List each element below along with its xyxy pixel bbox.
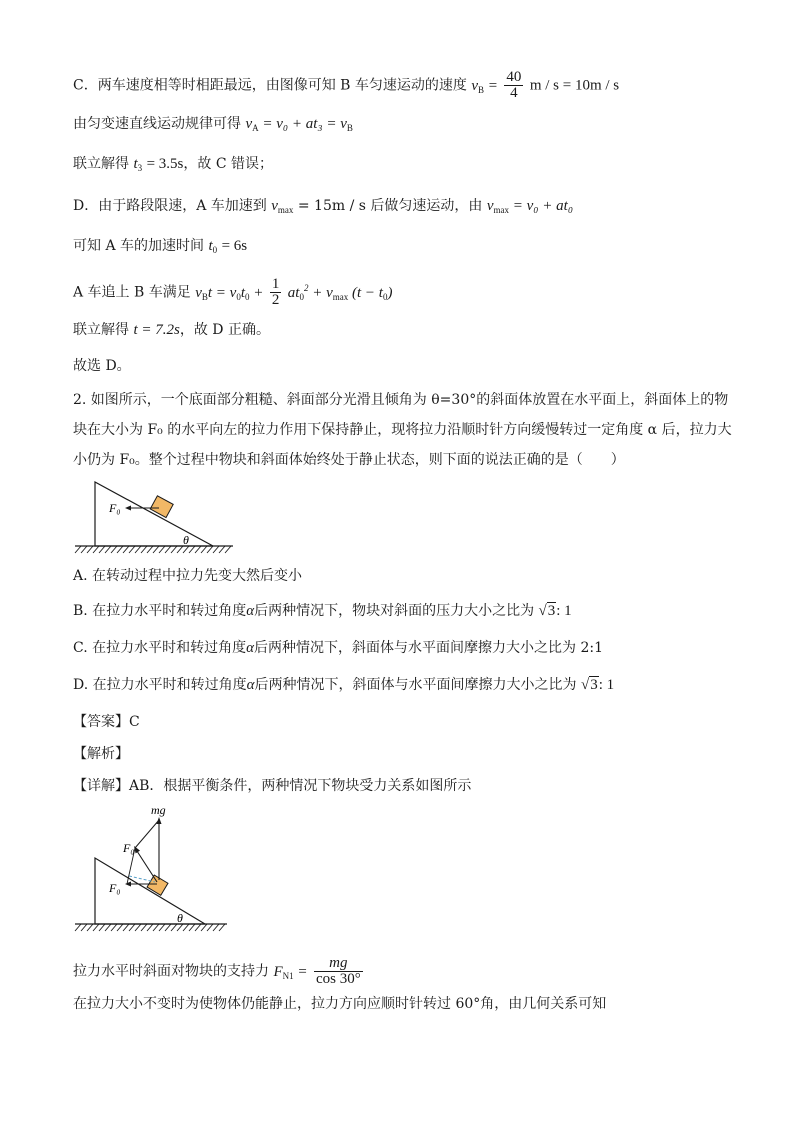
answer-label: 【答案】 <box>73 714 129 730</box>
alpha-symbol: α <box>246 677 255 693</box>
option-b-ratio-tail: : 1 <box>556 603 572 619</box>
upper-force-arrow <box>135 848 157 882</box>
normal-force-denominator: cos 30° <box>315 971 361 987</box>
weight-label: mg <box>151 803 166 817</box>
uniform-law-eq: $v_A = v_0 + at_3 = v_B$ <box>245 116 353 133</box>
hatch-mark <box>207 546 213 553</box>
half-numerator: 1 <box>271 276 280 292</box>
choose-d-line: 故选 D。 <box>73 358 131 374</box>
option-d-pre: D. 在拉力水平时和转过角度 <box>73 677 247 693</box>
accel-time-line <box>73 236 247 260</box>
catch-up-eq-tail: $at_0^2 + v_{max}$ $(t - t_0)$ <box>287 282 393 302</box>
uniform-law-text: 由匀变速直线运动规律可得 <box>73 116 241 132</box>
hatch-mark <box>141 924 147 931</box>
hatch-mark <box>213 546 219 553</box>
ground-hatching <box>75 924 225 931</box>
hatch-mark <box>81 924 87 931</box>
vmax-eq-body: = v₀ + at₀ <box>512 198 574 214</box>
solve-t3-text: 联立解得 <box>73 156 129 172</box>
hatch-mark <box>129 546 135 553</box>
catch-up-line <box>73 277 392 308</box>
normal-force-text: 拉力水平时斜面对物块的支持力 <box>73 963 269 980</box>
hatch-mark <box>87 924 93 931</box>
solution-c-text: C．两车速度相等时相距最远，由图像可知 B 车匀速运动的速度 <box>73 77 467 94</box>
hatch-mark <box>183 924 189 931</box>
hatch-mark <box>105 924 111 931</box>
t3-symbol: $t_3$ <box>133 156 143 173</box>
answer-value: C <box>129 714 140 730</box>
hatch-mark <box>171 546 177 553</box>
lower-force-label: F₀ <box>109 881 121 895</box>
hatch-mark <box>93 924 99 931</box>
force-diagram-figure <box>73 800 233 938</box>
fn1-symbol: $F_{N1}$ = <box>273 963 308 981</box>
incline-figure <box>73 478 238 560</box>
hatch-mark <box>135 546 141 553</box>
solve-t-line <box>73 320 270 340</box>
accel-time-text: 可知 A 车的加速时间 <box>73 238 205 254</box>
hatch-mark <box>189 924 195 931</box>
angle-label: θ <box>177 911 183 925</box>
hatch-mark <box>93 546 99 553</box>
normal-force-numerator: mg <box>314 956 363 972</box>
hatch-mark <box>165 546 171 553</box>
hatch-mark <box>153 546 159 553</box>
solution-d-mid: = 15m / s 后做匀速运动，由 <box>297 198 483 214</box>
vmax-symbol: $v_{max}$ <box>271 198 294 215</box>
option-b <box>73 601 572 621</box>
detail-label: 【详解】 <box>73 778 129 794</box>
answer-line <box>73 712 140 732</box>
hatch-mark <box>219 924 225 931</box>
hatch-mark <box>147 924 153 931</box>
half-fraction <box>270 277 282 308</box>
option-d-ratio-tail: : 1 <box>598 677 615 693</box>
fraction-numerator: 40 <box>506 69 522 85</box>
option-c <box>73 638 603 658</box>
speed-unit: m / s = 10m / s <box>529 77 620 94</box>
hatch-mark <box>117 546 123 553</box>
hatch-mark <box>195 546 201 553</box>
hatch-mark <box>183 546 189 553</box>
vmax-eq: $v_{max} = v_0 + at_0$ <box>486 198 574 215</box>
hatch-mark <box>177 546 183 553</box>
hatch-mark <box>219 546 225 553</box>
hatch-mark <box>171 924 177 931</box>
detail-text: AB．根据平衡条件，两种情况下物块受力关系如图所示 <box>129 778 472 794</box>
force-arrowhead <box>125 506 131 511</box>
option-b-post: 后两种情况下，物块对斜面的压力大小之比为 <box>254 603 535 619</box>
speed-fraction <box>504 70 523 101</box>
hatch-mark <box>111 924 117 931</box>
t-value: t = 7.2s <box>133 322 180 338</box>
solve-t-end: ，故 D 正确。 <box>179 322 270 338</box>
uniform-law-line <box>73 114 353 138</box>
hatch-mark <box>135 924 141 931</box>
t0-symbol: $t_0$ <box>208 238 218 255</box>
hatch-mark <box>147 546 153 553</box>
solution-c-line <box>73 70 619 101</box>
hatch-mark <box>81 546 87 553</box>
option-c-post: 后两种情况下，斜面体与水平面间摩擦力大小之比为 2:1 <box>254 640 603 656</box>
solution-d-line <box>73 196 573 220</box>
t0-value: = 6s <box>221 238 248 254</box>
hatch-mark <box>75 546 81 553</box>
hatch-mark <box>87 546 93 553</box>
vb-symbol: $v_B$ = <box>471 77 498 95</box>
analysis-line <box>73 744 129 764</box>
lower-force-arrowhead <box>125 882 131 887</box>
hatch-mark <box>123 924 129 931</box>
hatch-mark <box>159 546 165 553</box>
option-b-pre: B. 在拉力水平时和转过角度 <box>73 603 247 619</box>
hatch-mark <box>159 924 165 931</box>
normal-force-line <box>73 956 365 987</box>
hatch-mark <box>141 546 147 553</box>
hatch-mark <box>111 546 117 553</box>
catch-up-text: A 车追上 B 车满足 <box>73 284 191 301</box>
t3-value: = 3.5s <box>146 156 184 172</box>
hatch-mark <box>225 546 231 553</box>
hatch-mark <box>123 546 129 553</box>
sqrt3-symbol: √3 <box>580 677 598 693</box>
solve-t3-end: ，故 C 错误； <box>183 156 273 172</box>
angle-label: θ <box>183 533 189 547</box>
analysis-label: 【解析】 <box>73 746 129 762</box>
hatch-mark <box>177 924 183 931</box>
hatch-mark <box>201 546 207 553</box>
question-line-2: 块在大小为 F₀ 的水平向左的拉力作用下保持静止，现将拉力沿顺时针方向缓慢转过一定角度 α 后，拉力大 <box>73 422 732 438</box>
hatch-mark <box>105 546 111 553</box>
hatch-mark <box>75 924 81 931</box>
force-label: F₀ <box>109 501 121 515</box>
catch-up-eq: $v_Bt = v_0t_0$ + <box>195 284 264 302</box>
hatch-mark <box>153 924 159 931</box>
hatch-mark <box>99 924 105 931</box>
solve-t-text: 联立解得 <box>73 322 129 338</box>
upper-force-label: F₀ <box>123 841 135 855</box>
hatch-mark <box>213 924 219 931</box>
hatch-mark <box>189 546 195 553</box>
hatch-mark <box>207 924 213 931</box>
normal-force-fraction <box>314 956 363 987</box>
hatch-mark <box>165 924 171 931</box>
hatch-mark <box>195 924 201 931</box>
sliding-block <box>147 875 168 895</box>
ground-hatching <box>75 546 231 553</box>
final-line: 在拉力大小不变时为使物体仍能静止，拉力方向应顺时针转过 60°角，由几何关系可知 <box>73 996 607 1012</box>
detail-line <box>73 776 471 796</box>
question-line-1: 2. 如图所示，一个底面部分粗糙、斜面部分光滑且倾角为 θ=30°的斜面体放置在水平面上，斜面体上的物 <box>73 392 729 408</box>
solution-d-text: D．由于路段限速，A 车加速到 <box>73 198 267 214</box>
hatch-mark <box>117 924 123 931</box>
hatch-mark <box>129 924 135 931</box>
hatch-mark <box>201 924 207 931</box>
alpha-symbol: α <box>246 603 255 619</box>
solve-t3-line <box>73 154 273 178</box>
uniform-eq-body: = v₀ + at₃ = v <box>262 116 347 132</box>
option-d <box>73 675 614 695</box>
sqrt3-symbol: √3 <box>538 603 556 619</box>
block-rect <box>147 875 168 895</box>
resultant-line <box>135 820 159 848</box>
option-c-pre: C. 在拉力水平时和转过角度 <box>73 640 247 656</box>
hatch-mark <box>99 546 105 553</box>
question-line-3: 小仍为 F₀。整个过程中物块和斜面体始终处于静止状态，则下面的说法正确的是（ ） <box>73 452 625 468</box>
option-a: A. 在转动过程中拉力先变大然后变小 <box>73 568 303 584</box>
fraction-denominator: 4 <box>510 85 518 101</box>
option-d-post: 后两种情况下，斜面体与水平面间摩擦力大小之比为 <box>254 677 577 693</box>
half-denominator: 2 <box>271 292 280 308</box>
alpha-symbol: α <box>246 640 254 656</box>
